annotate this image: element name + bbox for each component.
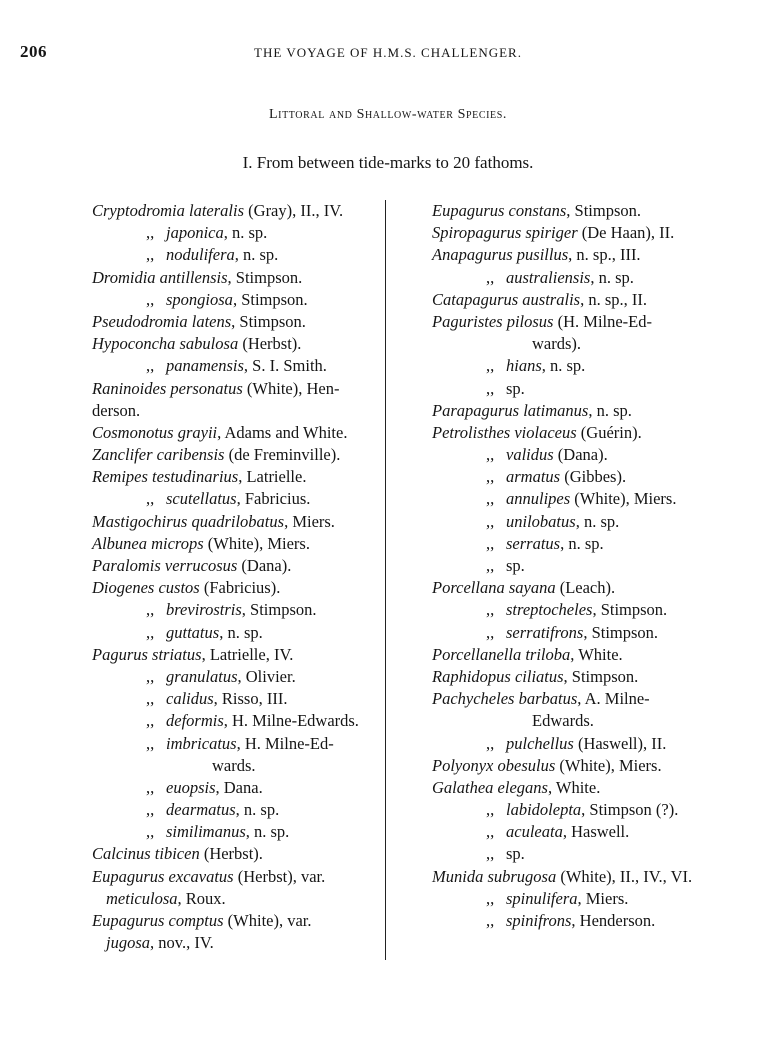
entry-body — [506, 910, 655, 932]
ditto-mark: ,, — [486, 356, 495, 376]
ditto-mark: ,, — [486, 445, 495, 465]
left-entry — [92, 644, 382, 666]
authority: , S. I. Smith. — [243, 356, 327, 376]
right-entry — [432, 688, 732, 710]
authority: (White), Hen- — [242, 378, 340, 398]
ditto-mark: ,, — [486, 533, 495, 553]
species-name: Calcinus tibicen — [92, 844, 200, 864]
left-entry — [92, 511, 382, 533]
ditto-mark: ,, — [146, 777, 155, 797]
section-title: Littoral and Shallow-water Species. — [268, 107, 508, 122]
authority: (Herbst). — [199, 844, 263, 864]
authority: , Miers. — [284, 511, 335, 531]
ditto-mark: ,, — [486, 378, 495, 398]
ditto-mark: ,, — [486, 822, 495, 842]
right-entry — [432, 666, 732, 688]
left-entry — [92, 488, 382, 510]
ditto-mark: ,, — [486, 733, 495, 753]
entry-body — [166, 733, 334, 755]
authority: , Olivier. — [237, 666, 296, 686]
left-entry — [92, 555, 382, 577]
entry-body — [166, 777, 263, 799]
species-name: Parapagurus latimanus — [432, 400, 589, 420]
species-name: Albunea microps — [92, 533, 204, 553]
left-entry — [92, 333, 382, 355]
species-name: australiensis — [506, 267, 591, 287]
continuation-text: derson. — [92, 400, 141, 420]
left-entry — [92, 244, 382, 266]
authority: , Stimpson. — [232, 289, 308, 309]
authority: , n. sp. — [541, 356, 586, 376]
left-entry — [92, 733, 382, 755]
ditto-mark: ,, — [486, 556, 495, 575]
authority: (White), II., IV., VI. — [556, 866, 693, 886]
left-continuation — [92, 755, 382, 777]
ditto-mark: ,, — [486, 800, 495, 820]
authority: sp. — [506, 844, 525, 864]
species-name: Hypoconcha sabulosa — [92, 334, 239, 354]
authority: , Adams and White. — [217, 422, 348, 442]
authority: , Miers. — [577, 888, 629, 908]
right-entry — [432, 799, 732, 821]
authority: (de Freminville). — [224, 445, 341, 465]
ditto-mark: ,, — [486, 467, 495, 487]
species-name: Paguristes pilosus — [432, 311, 554, 331]
species-name: Dromidia antillensis — [92, 267, 228, 287]
authority: (Leach). — [555, 578, 616, 598]
right-entry — [432, 355, 732, 377]
species-name: Polyonyx obesulus — [432, 755, 556, 775]
left-entry — [92, 866, 382, 888]
species-name: aculeata — [506, 822, 563, 842]
species-name: similimanus — [166, 822, 246, 842]
continuation-text — [106, 888, 226, 910]
authority: , H. Milne-Ed- — [236, 733, 334, 753]
left-entry — [92, 444, 382, 466]
species-name: nodulifera — [166, 245, 235, 265]
left-entry — [92, 799, 382, 821]
species-name: Porcellanella triloba — [432, 644, 571, 664]
authority: , Risso, III. — [213, 689, 288, 709]
species-name: imbricatus — [166, 733, 237, 753]
ditto-mark: ,, — [486, 888, 495, 908]
species-name: streptocheles — [506, 600, 593, 620]
right-entry — [432, 222, 732, 244]
species-list-left — [92, 200, 382, 954]
authority: , nov., IV. — [150, 933, 214, 953]
authority: , n. sp. — [245, 822, 290, 842]
entry-body — [506, 488, 676, 510]
ditto-mark: ,, — [146, 289, 155, 309]
ditto-mark: ,, — [146, 822, 155, 842]
ditto-mark: ,, — [486, 267, 495, 287]
left-entry — [92, 422, 382, 444]
ditto-mark: ,, — [486, 489, 495, 509]
species-name: Paralomis verrucosus — [92, 556, 238, 575]
left-entry — [92, 777, 382, 799]
left-entry — [92, 311, 382, 333]
right-entry — [432, 733, 732, 755]
species-name: euopsis — [166, 777, 216, 797]
ditto-mark: ,, — [486, 511, 495, 531]
left-entry — [92, 843, 382, 865]
right-entry — [432, 488, 732, 510]
species-name: guttatus — [166, 622, 220, 642]
entry-body — [506, 466, 626, 488]
species-name: spinulifera — [506, 888, 578, 908]
authority: , Stimpson. — [227, 267, 303, 287]
entry-body — [166, 222, 267, 244]
ditto-mark: ,, — [146, 689, 155, 709]
species-name: deformis — [166, 711, 224, 731]
ditto-mark: ,, — [486, 911, 495, 930]
right-entry — [432, 422, 732, 444]
running-head: THE VOYAGE OF H.M.S. CHALLENGER. — [254, 45, 522, 60]
variety-name: jugosa — [106, 933, 151, 953]
right-entry — [432, 311, 732, 333]
authority: , n. sp. — [575, 511, 620, 531]
left-continuation — [92, 932, 382, 954]
right-entry — [432, 533, 732, 555]
species-list-right — [432, 200, 732, 932]
species-name: spinifrons — [506, 911, 572, 930]
right-entry — [432, 555, 732, 577]
authority: , n. sp. — [219, 622, 263, 642]
species-name: Mastigochirus quadrilobatus — [92, 511, 285, 531]
authority: , n. sp. — [560, 533, 604, 553]
ditto-mark: ,, — [146, 245, 155, 265]
species-name: granulatus — [166, 666, 238, 686]
authority: , Stimpson. — [231, 311, 306, 331]
species-name: Porcellana sayana — [432, 578, 556, 598]
entry-body — [166, 599, 317, 621]
subsection-heading: I. From between tide-marks to 20 fathoms. — [242, 153, 534, 172]
species-name: Remipes testudinarius — [92, 467, 239, 487]
entry-body — [166, 289, 308, 311]
entry-body — [506, 555, 525, 577]
authority: sp. — [506, 378, 525, 398]
page-number: 206 — [20, 42, 47, 61]
authority: (Herbst), var. — [233, 866, 326, 886]
left-entry — [92, 378, 382, 400]
entry-body — [506, 888, 628, 910]
authority: , n. sp., III. — [568, 245, 641, 265]
ditto-mark: ,, — [486, 622, 495, 642]
species-name: Cryptodromia lateralis — [92, 201, 245, 220]
species-name: Petrolisthes violaceus — [432, 422, 577, 442]
ditto-mark: ,, — [146, 489, 155, 509]
right-entry — [432, 444, 732, 466]
species-name: Eupagurus excavatus — [92, 866, 234, 886]
authority: (Gray), II., IV. — [244, 201, 344, 220]
authority: (Guérin). — [576, 422, 642, 442]
species-name: Eupagurus constans — [432, 201, 567, 220]
species-name: Pseudodromia latens — [92, 311, 232, 331]
left-entry — [92, 577, 382, 599]
species-name: japonica — [166, 223, 224, 243]
left-entry — [92, 289, 382, 311]
ditto-mark: ,, — [146, 600, 155, 620]
right-entry — [432, 400, 732, 422]
authority: , Latrielle. — [238, 467, 307, 487]
authority: , Stimpson. — [241, 600, 317, 620]
species-name: spongiosa — [166, 289, 233, 309]
ditto-mark: ,, — [146, 666, 155, 686]
entry-body — [506, 267, 634, 289]
species-name: Munida subrugosa — [432, 866, 557, 886]
continuation-text — [106, 932, 214, 954]
right-entry — [432, 378, 732, 400]
species-name: unilobatus — [506, 511, 576, 531]
authority: , Roux. — [177, 888, 226, 908]
species-name: annulipes — [506, 489, 571, 509]
authority: , A. Milne- — [577, 689, 650, 709]
left-entry — [92, 355, 382, 377]
species-name: scutellatus — [166, 489, 237, 509]
right-entry — [432, 466, 732, 488]
left-entry — [92, 466, 382, 488]
authority: (White), Miers. — [555, 755, 662, 775]
authority: , n. sp., II. — [580, 289, 647, 309]
authority: , Stimpson. — [592, 600, 668, 620]
authority: , White. — [570, 644, 623, 664]
continuation-text: Edwards. — [532, 711, 594, 731]
right-entry — [432, 777, 732, 799]
authority: (De Haan), II. — [577, 223, 675, 243]
entry-body — [166, 488, 310, 510]
entry-body — [506, 533, 604, 555]
right-continuation — [432, 333, 732, 355]
left-entry — [92, 200, 382, 222]
authority: (Fabricius). — [199, 578, 281, 598]
species-name: Cosmonotus grayii — [92, 422, 218, 442]
entry-body — [506, 733, 666, 755]
entry-body — [506, 799, 678, 821]
authority: , Fabricius. — [236, 489, 311, 509]
authority: , n. sp. — [590, 267, 634, 287]
species-name: validus — [506, 445, 554, 465]
ditto-mark: ,, — [146, 733, 155, 753]
species-name: Zanclifer caribensis — [92, 445, 225, 465]
right-entry — [432, 866, 732, 888]
species-name: Spiropagurus spiriger — [432, 223, 578, 243]
entry-body — [506, 355, 585, 377]
right-entry — [432, 511, 732, 533]
authority: , Haswell. — [562, 822, 630, 842]
entry-body — [506, 599, 667, 621]
authority: , Henderson. — [571, 911, 656, 930]
left-entry — [92, 910, 382, 932]
right-entry — [432, 267, 732, 289]
ditto-mark: ,, — [486, 844, 495, 864]
authority: , Stimpson. — [566, 201, 642, 220]
right-entry — [432, 888, 732, 910]
authority: (Dana). — [553, 445, 608, 465]
authority: (Herbst). — [238, 334, 302, 354]
entry-body — [166, 666, 296, 688]
left-entry — [92, 533, 382, 555]
authority: (H. Milne-Ed- — [553, 311, 653, 331]
authority: (White), var. — [223, 911, 312, 930]
authority: sp. — [506, 556, 525, 575]
left-entry — [92, 710, 382, 732]
authority: , Stimpson. — [583, 622, 659, 642]
right-entry — [432, 577, 732, 599]
authority: , n. sp. — [234, 245, 279, 265]
entry-body — [166, 355, 327, 377]
ditto-mark: ,, — [146, 622, 155, 642]
column-divider — [385, 200, 386, 960]
authority: (Gibbes). — [560, 467, 627, 487]
species-name: dearmatus — [166, 800, 236, 820]
left-entry — [92, 267, 382, 289]
species-name: armatus — [506, 467, 561, 487]
ditto-mark: ,, — [146, 800, 155, 820]
authority: , n. sp. — [588, 400, 632, 420]
species-name: Galathea elegans — [432, 777, 548, 797]
right-entry — [432, 843, 732, 865]
right-entry — [432, 200, 732, 222]
authority: (Haswell), II. — [573, 733, 667, 753]
variety-name: meticulosa — [106, 888, 178, 908]
ditto-mark: ,, — [146, 223, 155, 243]
species-name: Raninoides personatus — [92, 378, 243, 398]
ditto-mark: ,, — [486, 600, 495, 620]
right-entry — [432, 599, 732, 621]
entry-body — [166, 244, 278, 266]
authority: (Dana). — [237, 556, 292, 575]
left-entry — [92, 688, 382, 710]
authority: , Stimpson (?). — [581, 800, 679, 820]
authority: , Latrielle, IV. — [201, 644, 294, 664]
right-entry — [432, 755, 732, 777]
entry-body — [506, 511, 619, 533]
entry-body — [506, 444, 608, 466]
species-name: panamensis — [166, 356, 244, 376]
species-name: pulchellus — [506, 733, 574, 753]
left-entry — [92, 599, 382, 621]
left-continuation — [92, 888, 382, 910]
species-name: Raphidopus ciliatus — [432, 666, 564, 686]
right-entry — [432, 244, 732, 266]
authority: , White. — [547, 777, 601, 797]
entry-body — [506, 378, 525, 400]
continuation-text: wards). — [532, 334, 582, 354]
continuation-text: wards. — [212, 755, 256, 775]
left-entry — [92, 666, 382, 688]
species-name: brevirostris — [166, 600, 242, 620]
authority: (White), Miers. — [570, 489, 677, 509]
entry-body — [506, 622, 658, 644]
ditto-mark: ,, — [146, 711, 155, 731]
right-entry — [432, 622, 732, 644]
ditto-mark: ,, — [146, 356, 155, 376]
authority: , Stimpson. — [563, 666, 639, 686]
entry-body — [166, 688, 287, 710]
entry-body — [166, 622, 263, 644]
species-name: Pachycheles barbatus — [432, 689, 578, 709]
species-name: Diogenes custos — [92, 578, 200, 598]
authority: (White), Miers. — [203, 533, 310, 553]
authority: , n. sp. — [223, 223, 268, 243]
left-entry — [92, 622, 382, 644]
species-name: Pagurus striatus — [92, 644, 202, 664]
entry-body — [166, 710, 359, 732]
right-entry — [432, 289, 732, 311]
right-entry — [432, 821, 732, 843]
species-name: serratifrons — [506, 622, 584, 642]
entry-body — [506, 843, 525, 865]
right-entry — [432, 644, 732, 666]
species-name: hians — [506, 356, 542, 376]
species-name: Anapagurus pusillus — [432, 245, 569, 265]
species-name: serratus — [506, 533, 561, 553]
entry-body — [506, 821, 629, 843]
authority: , Dana. — [215, 777, 263, 797]
authority: , n. sp. — [235, 800, 280, 820]
left-entry — [92, 821, 382, 843]
authority: , H. Milne-Edwards. — [223, 711, 359, 731]
species-name: calidus — [166, 689, 214, 709]
right-continuation — [432, 710, 732, 732]
right-entry — [432, 910, 732, 932]
left-entry — [92, 222, 382, 244]
species-name: labidolepta — [506, 800, 582, 820]
species-name: Eupagurus comptus — [92, 911, 224, 930]
entry-body — [166, 821, 289, 843]
species-name: Catapagurus australis — [432, 289, 581, 309]
entry-body — [166, 799, 279, 821]
left-continuation — [92, 400, 382, 422]
